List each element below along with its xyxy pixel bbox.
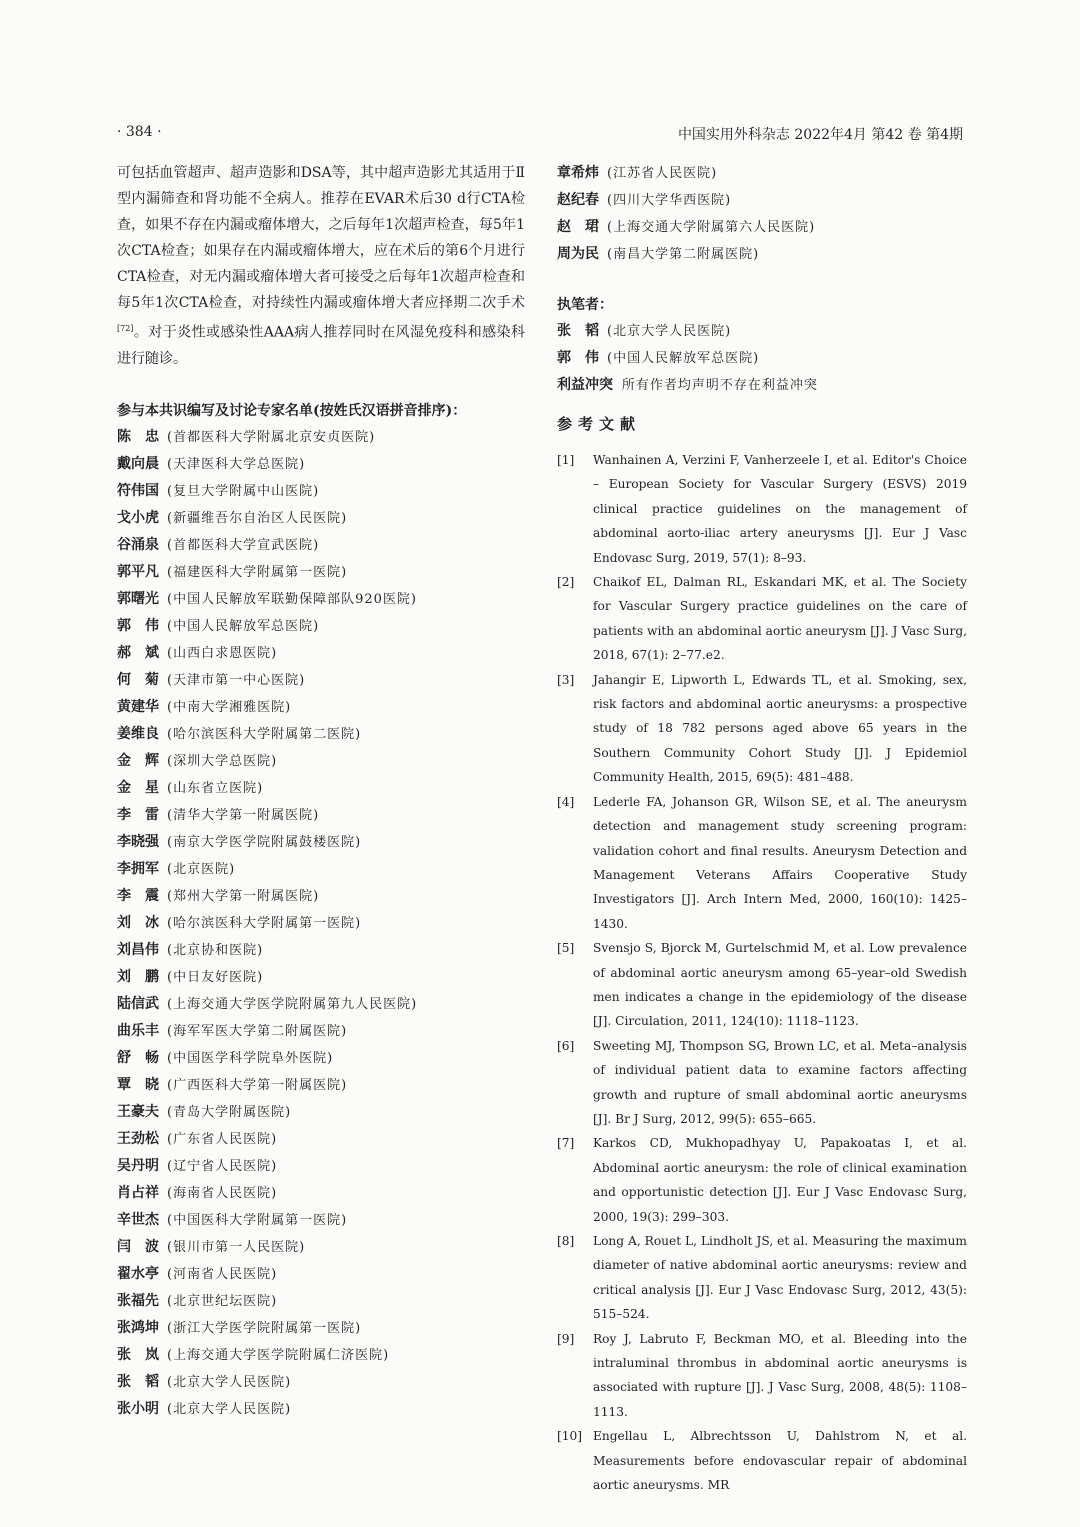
expert-entry xyxy=(117,532,525,559)
page-number: · 384 · xyxy=(117,124,162,140)
expert-affiliation: (中国医学科学院阜外医院) xyxy=(167,1050,334,1066)
expert-affiliation: (郑州大学第一附属医院) xyxy=(167,888,320,904)
expert-affiliation: (辽宁省人民医院) xyxy=(167,1158,278,1174)
expert-name: 黄建华 xyxy=(117,698,159,715)
expert-affiliation: (中国医科大学附属第一医院) xyxy=(167,1212,348,1228)
paragraph-text: 可包括血管超声、超声造影和DSA等，其中超声造影尤其适用于Ⅱ型内漏筛查和肾功能不全病人。推荐在EVAR术后30 d行CTA检查，如果不存在内漏或瘤体增大，之后每年1次超声检查，每5年1次CTA检查；如果存在内漏或瘤体增大，应在术后的第6个月进行CTA检查，对无内漏或瘤体增大者可接受之后每年1次超声检查和每5年1次CTA检查，对持续性内漏或瘤体增大者应择期二次手术 xyxy=(117,165,525,311)
expert-affiliation: (南昌大学第二附属医院) xyxy=(607,247,760,262)
expert-affiliation: (天津市第一中心医院) xyxy=(167,672,306,688)
expert-name: 郝 斌 xyxy=(117,644,159,661)
page-header xyxy=(117,124,963,146)
expert-affiliation: (首都医科大学宣武医院) xyxy=(167,537,320,553)
expert-name: 张小明 xyxy=(117,1400,159,1417)
expert-entry xyxy=(557,214,967,241)
expert-affiliation: (中南大学湘雅医院) xyxy=(167,699,292,715)
expert-name: 李晓强 xyxy=(117,833,159,850)
expert-affiliation: (天津医科大学总医院) xyxy=(167,456,306,472)
expert-entry xyxy=(117,694,525,721)
expert-affiliation: (河南省人民医院) xyxy=(167,1266,278,1282)
expert-name: 陈 忠 xyxy=(117,428,159,445)
expert-entry xyxy=(117,829,525,856)
paragraph-end: 。对于炎性或感染性AAA病人推荐同时在风湿免疫科和感染科进行随诊。 xyxy=(117,324,525,367)
reference-item xyxy=(557,668,967,790)
expert-affiliation: (北京世纪坛医院) xyxy=(167,1293,278,1309)
writer-list xyxy=(557,318,967,372)
expert-entry xyxy=(117,1099,525,1126)
expert-name: 李拥军 xyxy=(117,860,159,877)
expert-name: 戴向晨 xyxy=(117,455,159,472)
expert-entry xyxy=(117,1045,525,1072)
expert-affiliation: (福建医科大学附属第一医院) xyxy=(167,564,348,580)
expert-entry xyxy=(117,505,525,532)
reference-item xyxy=(557,448,967,570)
reference-item xyxy=(557,936,967,1034)
expert-name: 覃 晓 xyxy=(117,1076,159,1093)
journal-info: 中国实用外科杂志 2022年4月 第42 卷 第4期 xyxy=(677,127,963,143)
expert-entry xyxy=(117,1342,525,1369)
expert-name: 张 韬 xyxy=(117,1373,159,1390)
expert-name: 李 震 xyxy=(117,887,159,904)
reference-item xyxy=(557,790,967,936)
reference-number: [6] xyxy=(557,1038,575,1053)
expert-name: 曲乐丰 xyxy=(117,1022,159,1039)
expert-name: 郭 伟 xyxy=(557,350,599,366)
expert-name: 金 星 xyxy=(117,779,159,796)
expert-name: 陆信武 xyxy=(117,995,159,1012)
expert-entry xyxy=(117,991,525,1018)
expert-name: 金 辉 xyxy=(117,752,159,769)
citation: [72] xyxy=(117,324,134,333)
reference-text: Karkos CD, Mukhopadhyay U, Papakoatas I, et al. Abdominal aortic aneurysm: the role of clinical examination and opportunistic detection [J]. Eur J Vasc Endovasc Surg, 2000, 19(3): 299–303. xyxy=(593,1136,967,1224)
expert-name: 赵 珺 xyxy=(557,219,599,235)
expert-entry xyxy=(117,451,525,478)
expert-name: 王劲松 xyxy=(117,1130,159,1147)
expert-entry xyxy=(117,1315,525,1342)
expert-name: 李 雷 xyxy=(117,806,159,823)
reference-item xyxy=(557,1327,967,1425)
expert-entry xyxy=(117,424,525,451)
expert-affiliation: (深圳大学总医院) xyxy=(167,753,278,769)
coi-text: 所有作者均声明不存在利益冲突 xyxy=(621,378,818,393)
reference-text: Jahangir E, Lipworth L, Edwards TL, et al. Smoking, sex, risk factors and abdominal aortic aneurysms: a prospective study of 18 782 persons aged above 65 years in the Southern Community Cohort Study [J]. J Epidemiol Community Health, 2015, 69(5): 481–488. xyxy=(593,672,967,785)
expert-entry xyxy=(117,856,525,883)
expert-entry xyxy=(117,1072,525,1099)
expert-entry xyxy=(557,187,967,214)
experts-heading: 参与本共识编写及讨论专家名单(按姓氏汉语拼音排序)： xyxy=(117,402,467,419)
expert-name: 刘昌伟 xyxy=(117,941,159,958)
expert-affiliation: (中国人民解放军总医院) xyxy=(607,351,760,366)
expert-entry xyxy=(117,667,525,694)
expert-affiliation: (上海交通大学医学院附属仁济医院) xyxy=(167,1347,390,1363)
reference-number: [2] xyxy=(557,575,575,590)
expert-entry xyxy=(117,478,525,505)
reference-item xyxy=(557,1229,967,1327)
expert-affiliation: (北京医院) xyxy=(167,861,236,877)
expert-name: 郭 伟 xyxy=(117,617,159,634)
expert-entry xyxy=(117,1180,525,1207)
reference-list xyxy=(557,448,967,1497)
expert-name: 翟水亭 xyxy=(117,1265,159,1282)
expert-name: 章希炜 xyxy=(557,165,599,181)
reference-text: Lederle FA, Johanson GR, Wilson SE, et al. The aneurysm detection and management study screening program: validation cohort and final results. Aneurysm Detection and Management Veterans Affairs Cooperative Study Investigators [J]. Arch Intern Med, 2000, 160(10): 1425–1430. xyxy=(593,794,967,931)
right-column xyxy=(557,160,967,1497)
expert-name: 姜维良 xyxy=(117,725,159,742)
reference-number: [4] xyxy=(557,794,575,809)
expert-entry xyxy=(117,1396,525,1423)
reference-text: Sweeting MJ, Thompson SG, Brown LC, et al. Meta–analysis of individual patient data to examine factors affecting growth and rupture of small abdominal aortic aneurysms [J]. Br J Surg, 2012, 99(5): 655–665. xyxy=(593,1038,967,1126)
expert-name: 张鸿坤 xyxy=(117,1319,159,1336)
expert-affiliation: (南京大学医学院附属鼓楼医院) xyxy=(167,834,362,850)
coi-label: 利益冲突 xyxy=(557,377,613,393)
expert-name: 符伟国 xyxy=(117,482,159,499)
expert-name: 王豪夫 xyxy=(117,1103,159,1120)
expert-list-continued xyxy=(557,160,967,268)
expert-affiliation: (四川大学华西医院) xyxy=(607,193,732,208)
expert-affiliation: (北京大学人民医院) xyxy=(607,324,732,339)
expert-affiliation: (北京大学人民医院) xyxy=(167,1401,292,1417)
references-heading: 参考文献 xyxy=(557,415,642,433)
expert-affiliation: (中国人民解放军总医院) xyxy=(167,618,320,634)
reference-text: Wanhainen A, Verzini F, Vanherzeele I, et al. Editor's Choice – European Society for Vascular Surgery (ESVS) 2019 clinical practice guidelines on the management of abdominal aorto-iliac artery aneurysms [J]. Eur J Vasc Endovasc Surg, 2019, 57(1): 8–93. xyxy=(593,453,967,565)
reference-number: [10] xyxy=(557,1429,583,1444)
expert-entry xyxy=(557,345,967,372)
expert-affiliation: (青岛大学附属医院) xyxy=(167,1104,292,1120)
reference-item xyxy=(557,1131,967,1229)
conflict-of-interest xyxy=(557,372,967,399)
expert-name: 吴丹明 xyxy=(117,1157,159,1174)
expert-affiliation: (北京协和医院) xyxy=(167,942,264,958)
expert-affiliation: (山东省立医院) xyxy=(167,780,264,796)
reference-number: [3] xyxy=(557,672,575,687)
expert-entry xyxy=(557,318,967,345)
reference-number: [7] xyxy=(557,1136,575,1151)
reference-item xyxy=(557,1034,967,1132)
reference-item xyxy=(557,1424,967,1497)
expert-affiliation: (哈尔滨医科大学附属第一医院) xyxy=(167,915,362,931)
expert-entry xyxy=(117,640,525,667)
expert-affiliation: (广东省人民医院) xyxy=(167,1131,278,1147)
expert-name: 张 韬 xyxy=(557,323,599,339)
expert-list xyxy=(117,424,525,1423)
expert-affiliation: (中日友好医院) xyxy=(167,969,264,985)
expert-entry xyxy=(557,160,967,187)
expert-name: 闫 波 xyxy=(117,1238,159,1255)
expert-entry xyxy=(117,748,525,775)
reference-text: Svensjo S, Bjorck M, Gurtelschmid M, et al. Low prevalence of abdominal aortic aneurysm among 65–year–old Swedish men indicates a change in the epidemiology of the disease [J]. Circulation, 2011, 124(10): 1118–1123. xyxy=(593,941,967,1029)
expert-entry xyxy=(117,586,525,613)
expert-name: 肖占祥 xyxy=(117,1184,159,1201)
reference-item xyxy=(557,570,967,668)
expert-name: 辛世杰 xyxy=(117,1211,159,1228)
expert-entry xyxy=(117,613,525,640)
expert-entry xyxy=(117,964,525,991)
expert-name: 郭曙光 xyxy=(117,590,159,607)
expert-name: 张 岚 xyxy=(117,1346,159,1363)
expert-name: 赵纪春 xyxy=(557,192,599,208)
expert-entry xyxy=(117,1153,525,1180)
expert-entry xyxy=(117,775,525,802)
expert-affiliation: (上海交通大学附属第六人民医院) xyxy=(607,220,816,235)
expert-entry xyxy=(117,1234,525,1261)
expert-affiliation: (新疆维吾尔自治区人民医院) xyxy=(167,510,348,526)
reference-number: [9] xyxy=(557,1331,575,1346)
expert-name: 刘 鹏 xyxy=(117,968,159,985)
expert-affiliation: (清华大学第一附属医院) xyxy=(167,807,320,823)
reference-number: [1] xyxy=(557,453,575,467)
reference-text: Roy J, Labruto F, Beckman MO, et al. Bleeding into the intraluminal thrombus in abdominal aortic aneurysms is associated with rupture [J]. J Vasc Surg, 2008, 48(5): 1108–1113. xyxy=(593,1331,967,1419)
expert-entry xyxy=(117,910,525,937)
expert-name: 张福先 xyxy=(117,1292,159,1309)
reference-text: Engellau L, Albrechtsson U, Dahlstrom N, et al. Measurements before endovascular repair of abdominal aortic aneurysms. MR xyxy=(593,1429,967,1493)
expert-entry xyxy=(117,1288,525,1315)
writers-heading: 执笔者： xyxy=(557,297,613,313)
expert-entry xyxy=(117,1369,525,1396)
expert-name: 舒 畅 xyxy=(117,1049,159,1066)
expert-affiliation: (银川市第一人民医院) xyxy=(167,1239,306,1255)
reference-text: Long A, Rouet L, Lindholt JS, et al. Measuring the maximum diameter of native abdominal aortic aneurysms: review and critical analysis [J]. Eur J Vasc Endovasc Surg, 2012, 43(5): 515–524. xyxy=(593,1234,967,1322)
expert-entry xyxy=(117,802,525,829)
expert-affiliation: (哈尔滨医科大学附属第二医院) xyxy=(167,726,362,742)
expert-name: 戈小虎 xyxy=(117,509,159,526)
left-column xyxy=(117,160,525,1423)
expert-affiliation: (海军军医大学第二附属医院) xyxy=(167,1023,348,1039)
expert-entry xyxy=(117,1126,525,1153)
expert-name: 谷涌泉 xyxy=(117,536,159,553)
expert-name: 何 菊 xyxy=(117,671,159,688)
followup-paragraph xyxy=(117,160,525,372)
expert-affiliation: (山西白求恩医院) xyxy=(167,645,278,661)
expert-name: 郭平凡 xyxy=(117,563,159,580)
expert-entry xyxy=(117,559,525,586)
expert-entry xyxy=(117,883,525,910)
expert-entry xyxy=(117,1207,525,1234)
expert-entry xyxy=(117,721,525,748)
reference-number: [5] xyxy=(557,941,575,956)
expert-affiliation: (海南省人民医院) xyxy=(167,1185,278,1201)
expert-affiliation: (浙江大学医学院附属第一医院) xyxy=(167,1320,362,1336)
expert-affiliation: (上海交通大学医学院附属第九人民医院) xyxy=(167,996,418,1012)
expert-entry xyxy=(117,937,525,964)
expert-entry xyxy=(117,1018,525,1045)
expert-affiliation: (首都医科大学附属北京安贞医院) xyxy=(167,429,376,445)
expert-affiliation: (广西医科大学第一附属医院) xyxy=(167,1077,348,1093)
expert-affiliation: (中国人民解放军联勤保障部队920医院) xyxy=(167,591,417,607)
expert-name: 周为民 xyxy=(557,246,599,262)
expert-entry xyxy=(117,1261,525,1288)
expert-affiliation: (江苏省人民医院) xyxy=(607,166,718,181)
expert-name: 刘 冰 xyxy=(117,914,159,931)
expert-entry xyxy=(557,241,967,268)
reference-number: [8] xyxy=(557,1234,575,1248)
expert-affiliation: (北京大学人民医院) xyxy=(167,1374,292,1390)
reference-text: Chaikof EL, Dalman RL, Eskandari MK, et al. The Society for Vascular Surgery practice guidelines on the care of patients with an abdominal aortic aneurysm [J]. J Vasc Surg, 2018, 67(1): 2–77.e2. xyxy=(593,575,967,663)
expert-affiliation: (复旦大学附属中山医院) xyxy=(167,483,320,499)
